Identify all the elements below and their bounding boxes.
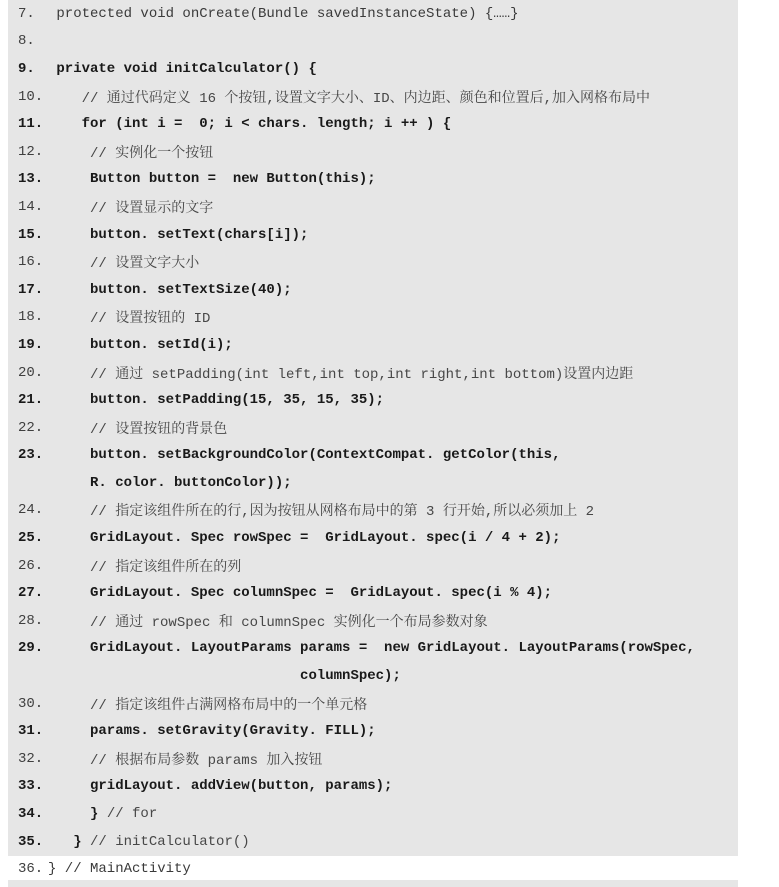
line-number: 18. [18,309,44,326]
code-line [8,745,779,773]
code-comment-segment: // 指定该组件所在的行,因为按钮从网格布局中的第 3 行开始,所以必须加上 2 [48,504,595,521]
code-text [48,556,241,576]
line-number: 22. [18,419,44,436]
code-line [8,331,779,359]
code-text [48,252,199,272]
code-segment: button. setId(i); [48,336,233,353]
line-number: 23. [18,447,44,464]
code-text [48,418,227,438]
code-segment: columnSpec); [48,668,401,685]
code-line [8,414,779,442]
code-segment: params. setGravity(Gravity. FILL); [48,723,376,740]
line-number: 28. [18,612,44,629]
code-line [8,55,779,83]
code-comment-segment: // 设置显示的文字 [48,200,214,217]
code-text [48,475,292,491]
code-line [8,221,779,249]
code-text [48,6,518,22]
line-number: 30. [18,695,44,712]
code-line [8,524,779,552]
code-segment: Button button = new Button(this); [48,171,376,188]
code-line [8,166,779,194]
line-number: 33. [18,778,44,795]
code-segment: } [48,806,107,823]
code-text [48,611,488,631]
code-line [8,800,779,828]
line-number: 12. [18,143,44,160]
code-text [48,171,376,187]
code-comment-segment: // 设置按钮的 ID [48,311,211,328]
code-line [8,442,779,470]
line-number: 13. [18,171,44,188]
code-line [8,828,779,856]
line-number: 17. [18,281,44,298]
code-comment-segment: // 通过 setPadding(int left,int top,int right,int bottom)设置内边距 [48,366,634,383]
code-line [8,276,779,304]
code-text [48,392,384,408]
code-comment-segment: // 设置文字大小 [48,256,200,273]
line-number: 36. [18,861,44,878]
code-line [8,193,779,221]
code-comment-segment: // 实例化一个按钮 [48,145,214,162]
code-segment: button. setText(chars[i]); [48,226,309,243]
code-line [8,690,779,718]
line-number: 9. [18,60,35,77]
code-segment: R. color. buttonColor)); [48,474,292,491]
code-segment: for (int i = 0; i < chars. length; i ++ ) { [48,116,452,133]
code-comment-segment: // 设置按钮的背景色 [48,421,228,438]
code-segment: protected void onCreate(Bundle savedInstanceState) {……} [48,5,519,22]
code-text [48,282,292,298]
code-line [8,635,779,663]
line-number: 21. [18,392,44,409]
code-text [48,749,322,769]
code-text [48,61,317,77]
code-text [48,307,210,327]
code-text [48,668,401,684]
code-segment: private void initCalculator() { [48,60,317,77]
code-text [48,694,367,714]
code-line [8,248,779,276]
line-number: 11. [18,116,44,133]
line-number: 24. [18,502,44,519]
code-segment: GridLayout. Spec rowSpec = GridLayout. spec(i / 4 + 2); [48,530,561,547]
line-number: 32. [18,750,44,767]
line-number: 15. [18,226,44,243]
line-number: 8. [18,33,35,50]
code-text [48,806,157,822]
line-number: 29. [18,640,44,657]
code-line [8,83,779,111]
code-comment-segment: // 通过代码定义 16 个按钮,设置文字大小、ID、内边距、颜色和位置后,加入网格布局中 [48,90,651,107]
code-line [8,28,779,56]
code-segment: GridLayout. LayoutParams params = new GridLayout. LayoutParams(rowSpec, [48,640,695,657]
code-comment-segment: // 指定该组件所在的列 [48,559,242,576]
code-line [8,304,779,332]
code-line [8,662,779,690]
code-listing [8,0,779,883]
code-segment: gridLayout. addView(button, params); [48,778,393,795]
code-segment: } // MainActivity [48,861,191,878]
code-text [48,834,250,850]
code-text [48,227,308,243]
code-comment-segment: // 指定该组件占满网格布局中的一个单元格 [48,697,368,714]
code-text [48,723,376,739]
code-text [48,197,213,217]
code-text [48,861,191,877]
code-line [8,497,779,525]
code-segment: button. setTextSize(40); [48,281,292,298]
line-number: 35. [18,833,44,850]
code-line [8,579,779,607]
code-comment-segment: // for [106,806,158,823]
code-text [48,363,633,383]
code-text [48,447,560,463]
code-segment: button. setBackgroundColor(ContextCompat. getColor(this, [48,447,561,464]
code-segment: } [48,833,91,850]
code-line [8,138,779,166]
code-line [8,469,779,497]
line-number: 31. [18,723,44,740]
line-number: 34. [18,806,44,823]
code-text [48,585,552,601]
code-text [48,87,650,107]
code-text [48,337,233,353]
code-text [48,116,451,132]
code-line [8,855,779,883]
code-line [8,0,779,28]
line-number: 26. [18,557,44,574]
line-number: 7. [18,5,35,22]
code-comment-segment: // 根据布局参数 params 加入按钮 [48,752,323,769]
code-text [48,500,594,520]
code-line [8,717,779,745]
code-line [8,552,779,580]
line-number: 25. [18,530,44,547]
line-number: 20. [18,364,44,381]
code-text [48,778,392,794]
code-segment: button. setPadding(15, 35, 15, 35); [48,392,385,409]
line-number: 10. [18,88,44,105]
line-number: 14. [18,198,44,215]
code-line [8,110,779,138]
code-segment: GridLayout. Spec columnSpec = GridLayout. spec(i % 4); [48,585,553,602]
code-text [48,640,695,656]
code-comment-segment: // initCalculator() [90,833,250,850]
code-text [48,142,213,162]
line-number: 19. [18,336,44,353]
code-line [8,386,779,414]
code-comment-segment: // 通过 rowSpec 和 columnSpec 实例化一个布局参数对象 [48,614,488,631]
code-text [48,530,560,546]
code-line [8,359,779,387]
line-number: 27. [18,585,44,602]
code-line [8,607,779,635]
line-number: 16. [18,254,44,271]
code-line [8,773,779,801]
